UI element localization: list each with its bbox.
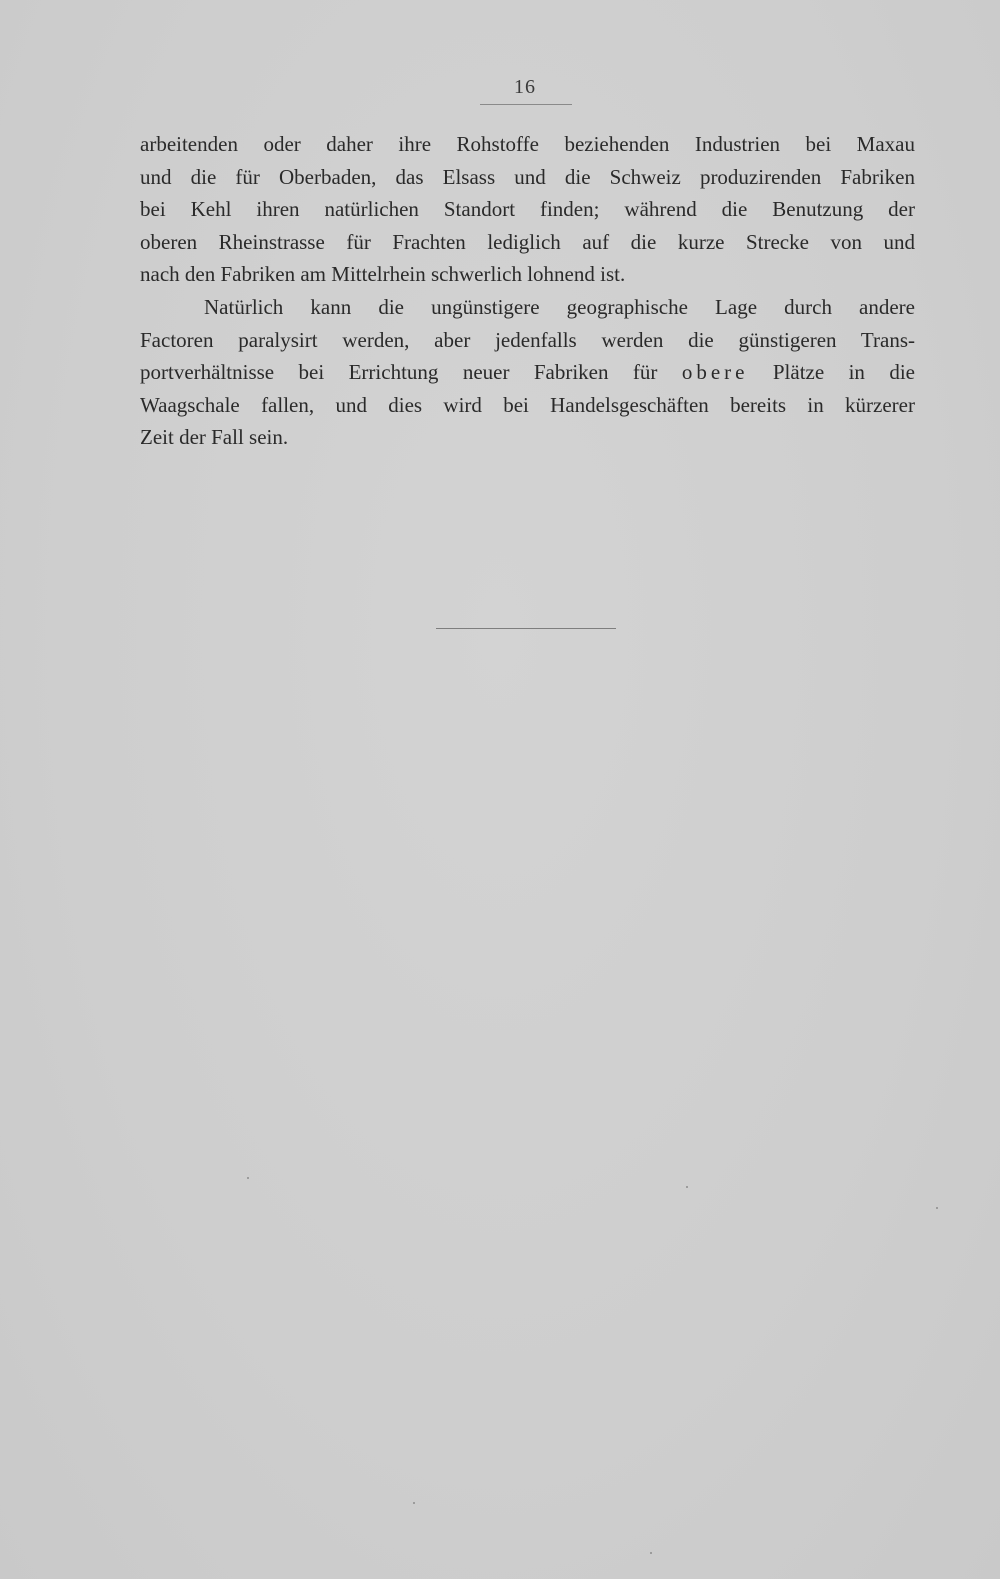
- text-line: nach den Fabriken am Mittelrhein schwerlich lohnend ist.: [140, 262, 626, 287]
- page-number: 16: [514, 76, 536, 98]
- section-end-rule: [436, 628, 616, 629]
- paper-speck: [650, 1552, 652, 1554]
- paper-speck: [686, 1186, 688, 1188]
- text-segment: portverhältnisse bei Errichtung neuer Fabriken für: [140, 360, 682, 385]
- text-segment: Plätze in die: [748, 360, 915, 385]
- text-line: Waagschale fallen, und dies wird bei Handelsgeschäften bereits in kürzerer: [140, 392, 915, 417]
- emphasized-word: obere: [681, 360, 749, 385]
- text-line: und die für Oberbaden, das Elsass und die Schweiz produzirenden Fabriken: [140, 164, 915, 189]
- page-number-rule: [480, 104, 572, 105]
- paper-speck: [936, 1207, 938, 1209]
- paper-speck: [247, 1177, 249, 1179]
- paper-speck: [413, 1502, 415, 1504]
- text-line: bei Kehl ihren natürlichen Standort finden; während die Benutzung der: [140, 197, 915, 222]
- text-line: Zeit der Fall sein.: [140, 425, 289, 450]
- text-line: oberen Rheinstrasse für Frachten lediglich auf die kurze Strecke von und: [140, 229, 915, 254]
- body-text: [140, 128, 915, 454]
- text-line-mixed: [140, 356, 915, 389]
- paragraph-2: [140, 291, 915, 454]
- text-line: Factoren paralysirt werden, aber jedenfalls werden die günstigeren Trans-: [140, 327, 915, 352]
- text-line: arbeitenden oder daher ihre Rohstoffe beziehenden Industrien bei Maxau: [140, 132, 915, 156]
- paragraph-1: [140, 128, 915, 291]
- text-line: Natürlich kann die ungünstigere geographische Lage durch andere: [204, 294, 915, 319]
